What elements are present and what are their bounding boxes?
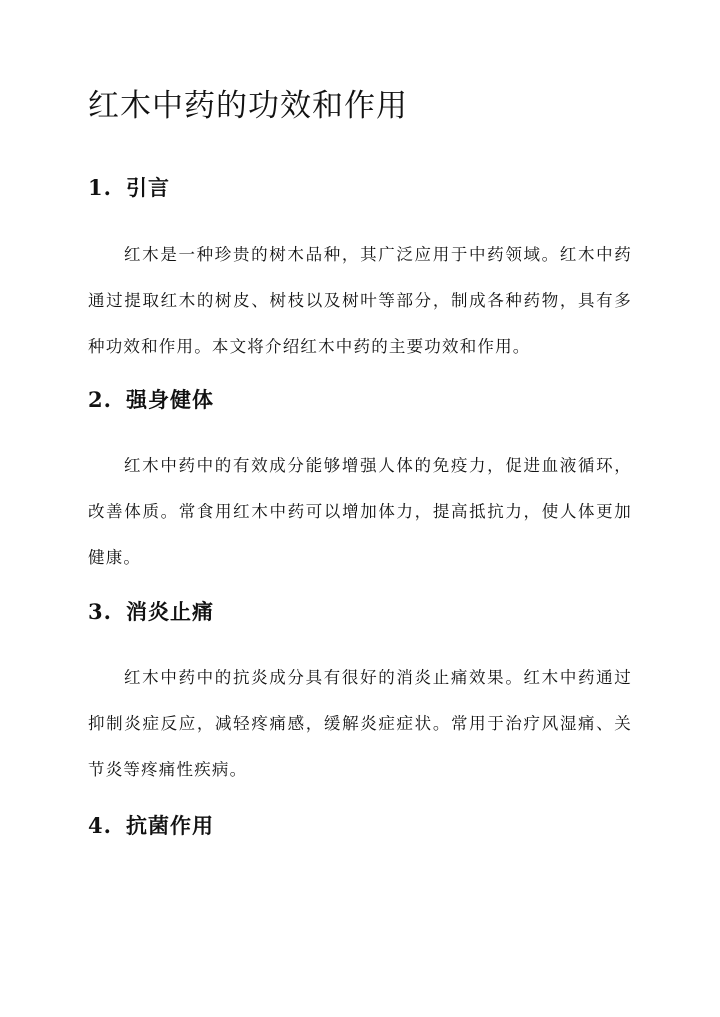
section-paragraph-strengthen-body: 红木中药中的有效成分能够增强人体的免疫力，促进血液循环，改善体质。常食用红木中药可以增加体力，提高抵抗力，使人体更加健康。 (88, 456, 632, 567)
section-heading-text: 消炎止痛 (126, 599, 214, 624)
section-heading-antibacterial (88, 811, 214, 841)
section-number: 1. (88, 175, 112, 200)
section-paragraph-anti-inflammatory: 红木中药中的抗炎成分具有很好的消炎止痛效果。红木中药通过抑制炎症反应，减轻疼痛感，缓解炎症症状。常用于治疗风湿痛、关节炎等疼痛性疾病。 (88, 668, 632, 779)
section-heading-introduction (88, 173, 170, 203)
section-heading-text: 引言 (126, 175, 170, 200)
section-heading-text: 强身健体 (126, 387, 214, 412)
section-heading-strengthen-body (88, 385, 214, 415)
section-number: 4. (88, 813, 112, 838)
section-number: 3. (88, 599, 112, 624)
section-number: 2. (88, 387, 112, 412)
section-paragraph-introduction: 红木是一种珍贵的树木品种，其广泛应用于中药领域。红木中药通过提取红木的树皮、树枝以及树叶等部分，制成各种药物，具有多种功效和作用。本文将介绍红木中药的主要功效和作用。 (88, 245, 632, 356)
document-title: 红木中药的功效和作用 (88, 88, 408, 124)
section-heading-anti-inflammatory (88, 597, 214, 627)
section-heading-text: 抗菌作用 (126, 813, 214, 838)
